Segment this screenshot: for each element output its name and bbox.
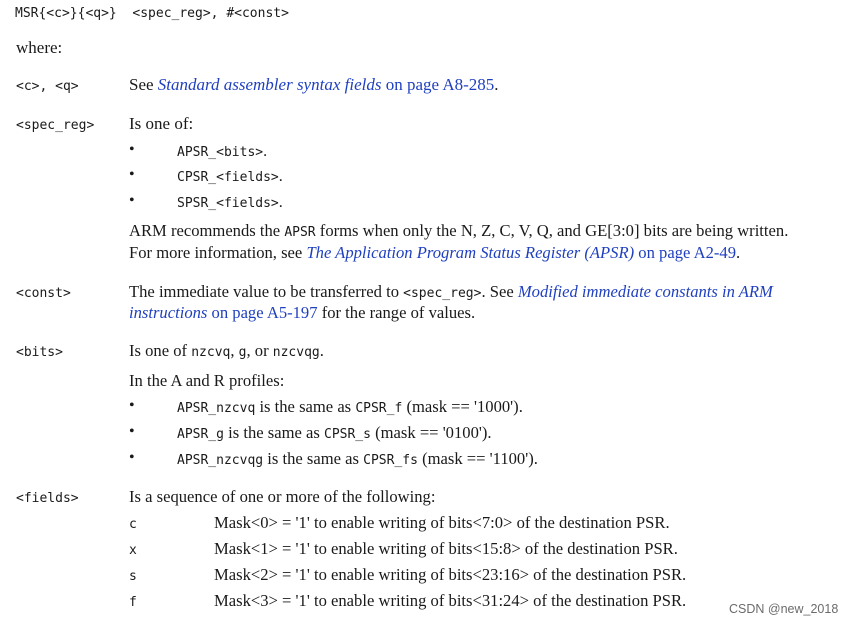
bullet-icon: • [129, 423, 135, 440]
bullet-icon: • [129, 166, 135, 183]
cq-description: See Standard assembler syntax fields on page A8-285. [129, 75, 499, 94]
spec-reg-intro: Is one of: [129, 114, 194, 133]
syntax-line: MSR{<c>}{<q>} <spec_reg>, #<const> [15, 6, 289, 21]
bullet-icon: • [129, 397, 135, 414]
field-description: Mask<1> = '1' to enable writing of bits<15:8> of the destination PSR. [214, 539, 678, 558]
watermark: CSDN @new_2018 [729, 602, 839, 616]
fields-intro: Is a sequence of one or more of the following: [129, 487, 436, 506]
field-letter: s [129, 569, 137, 584]
bits-item: APSR_nzcvqg is the same as CPSR_fs (mask == '1100'). [177, 449, 538, 468]
spec-reg-item: SPSR_<fields>. [177, 194, 283, 211]
term-spec-reg: <spec_reg> [16, 118, 95, 133]
term-c-q: <c>, <q> [16, 79, 79, 94]
modified-immediate-link-cont[interactable]: instructions on page A5-197 [129, 303, 318, 322]
field-description: Mask<3> = '1' to enable writing of bits<31:24> of the destination PSR. [214, 591, 687, 610]
bullet-icon: • [129, 141, 135, 158]
modified-immediate-link[interactable]: Modified immediate constants in ARM [517, 282, 773, 301]
field-description: Mask<2> = '1' to enable writing of bits<23:16> of the destination PSR. [214, 565, 687, 584]
bits-item: APSR_nzcvq is the same as CPSR_f (mask == '1000'). [177, 397, 523, 416]
where-label: where: [16, 38, 63, 57]
bits-options: Is one of nzcvq, g, or nzcvqg. [129, 341, 324, 360]
field-description: Mask<0> = '1' to enable writing of bits<7:0> of the destination PSR. [214, 513, 670, 532]
spec-reg-more-info: For more information, see The Application Program Status Register (APSR) on page A2-49. [129, 243, 741, 262]
bits-profiles: In the A and R profiles: [129, 371, 285, 390]
field-letter: c [129, 517, 137, 532]
cq-link[interactable]: Standard assembler syntax fields on page A8-285 [157, 75, 495, 94]
term-const: <const> [16, 286, 71, 301]
term-fields: <fields> [16, 491, 79, 506]
bullet-icon: • [129, 192, 135, 209]
bits-item: APSR_g is the same as CPSR_s (mask == '0100'). [177, 423, 492, 442]
field-letter: f [129, 595, 137, 610]
apsr-link[interactable]: The Application Program Status Register (APSR) on page A2-49 [306, 243, 736, 262]
spec-reg-item: APSR_<bits>. [177, 143, 268, 160]
bullet-icon: • [129, 449, 135, 466]
term-bits: <bits> [16, 345, 63, 360]
spec-reg-item: CPSR_<fields>. [177, 168, 283, 185]
field-letter: x [129, 543, 137, 558]
const-description-line1: The immediate value to be transferred to <spec_reg>. See Modified immediate constants in ARM [129, 282, 773, 301]
spec-reg-recommendation: ARM recommends the APSR forms when only the N, Z, C, V, Q, and GE[3:0] bits are being written. [129, 221, 789, 240]
const-description-line2: instructions on page A5-197 for the range of values. [129, 303, 476, 322]
